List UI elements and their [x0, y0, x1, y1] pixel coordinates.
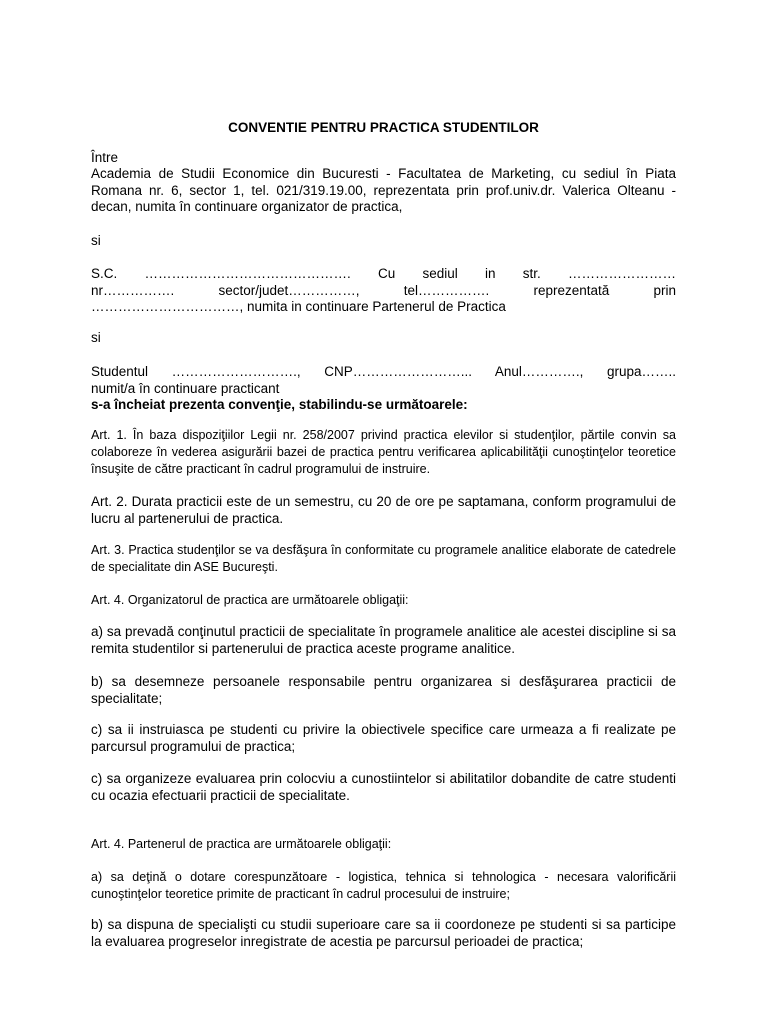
partner-details	[91, 266, 676, 316]
article-2-text: Durata practicii este de un semestru, cu 20 de ore pe saptamana, conform programului de lucru al partenerului de practica.	[91, 494, 676, 526]
partner-line-1: S.C. ………………………………………. Cu sediul in str. ……………………	[91, 266, 676, 281]
intro-label: Între	[91, 150, 119, 165]
partner-line-2: nr……………. sector/judet……………, tel……………. reprezentată prin	[91, 282, 676, 298]
article-1-text: În baza dispoziţiilor Legii nr. 258/2007 privind practica elevilor si studenţilor, părtile convin sa colaboreze în vederea asigurării bazei de practica pentru verificarea aplicabilităţii cunoştinţelor teoretice însuşite de către practicant în cadrul programului de instruire.	[91, 428, 676, 476]
article-4-organizer-label: Art. 4.	[91, 593, 125, 607]
article-4-partner-text: Partenerul de practica are următoarele obligaţii:	[127, 837, 392, 851]
student-line-1: Studentul ………………………., CNP……………………... Anul…………., grupa……..	[91, 364, 676, 379]
article-4-organizer-text: Organizatorul de practica are următoarele obligaţii:	[127, 593, 409, 607]
student-line-2: numit/a în continuare practicant	[91, 380, 280, 396]
article-2	[91, 494, 676, 527]
conjunction-si-2: si	[91, 330, 101, 345]
student-details	[91, 364, 676, 397]
article-3	[91, 542, 676, 576]
document-title: CONVENTIE PENTRU PRACTICA STUDENTILOR	[228, 120, 539, 135]
article-1-label: Art. 1.	[91, 428, 127, 442]
organizer-obligation-b: b) sa desemneze persoanele responsabile pentru organizarea si desfăşurarea practicii de specialitate;	[91, 674, 676, 706]
article-2-label: Art. 2.	[91, 494, 128, 509]
organizer-paragraph: Academia de Studii Economice din Bucuresti - Facultatea de Marketing, cu sediul în Piata Romana nr. 6, sector 1, tel. 021/319.19.00, reprezentata prin prof.univ.dr. Valerica Olteanu - decan, numita în continuare organizator de practica,	[91, 166, 676, 214]
article-4-organizer	[91, 592, 676, 609]
article-3-label: Art. 3.	[91, 543, 125, 557]
article-3-text: Practica studenţilor se va desfăşura în conformitate cu programele analitice elaborate de catedrele de specialitate din ASE Bucureşti.	[91, 543, 676, 574]
partner-obligation-b: b) sa dispuna de specialişti cu studii superioare care sa ii coordoneze pe studenti si sa participe la evaluarea progreselor inregistrate de acestia pe parcursul perioadei de practica;	[91, 917, 676, 949]
partner-obligation-a: a) sa deţină o dotare corespunzătoare - logistica, tehnica si tehnologica - necesara valorificării cunoştinţelor teoretice primite de practicant în cadrul procesului de instruire;	[91, 870, 676, 901]
article-4-partner-label: Art. 4.	[91, 837, 125, 851]
conjunction-si-1: si	[91, 233, 101, 248]
agreement-line: s-a încheiat prezenta convenţie, stabilindu-se următoarele:	[91, 397, 468, 412]
organizer-obligation-c1: c) sa ii instruiasca pe studenti cu privire la obiectivele specifice care urmeaza a fi realizate pe parcursul programului de practica;	[91, 722, 676, 754]
organizer-obligation-c2: c) sa organizeze evaluarea prin colocviu a cunostiintelor si abilitatilor dobandite de catre studenti cu ocazia efectuarii practicii de specialitate.	[91, 771, 676, 803]
article-4-partner	[91, 836, 676, 853]
partner-line-3: ……………………………, numita in continuare Partenerul de Practica	[91, 299, 506, 314]
article-1	[91, 427, 676, 478]
organizer-obligation-a: a) sa prevadă conţinutul practicii de specialitate în programele analitice ale acestei discipline si sa remita studentilor si partenerului de practica aceste programe analitice.	[91, 624, 676, 656]
